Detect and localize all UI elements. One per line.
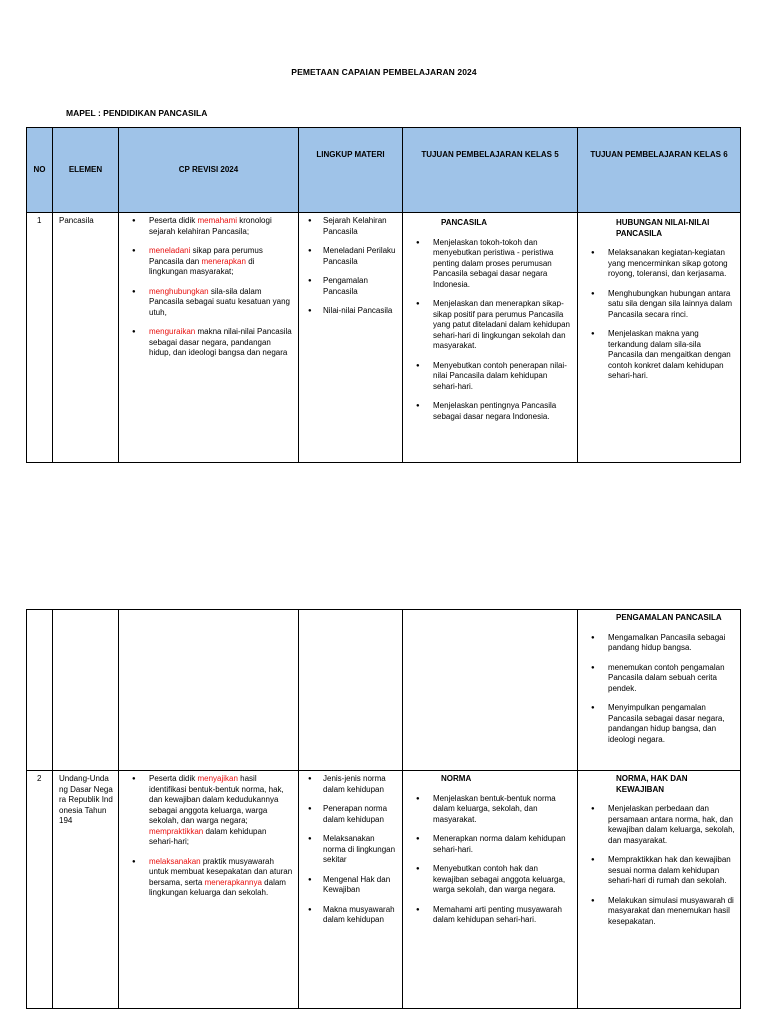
header-tp6: TUJUAN PEMBELAJARAN KELAS 6 bbox=[578, 128, 741, 213]
list-item: ● Menyimpulkan pengamalan Pancasila sebagai dasar negara, pandangan hidup bangsa, dan ideologi negara. bbox=[608, 703, 735, 745]
table-header-row bbox=[27, 128, 741, 213]
list-item: ● Nilai-nilai Pancasila bbox=[323, 306, 397, 317]
list-item: ● Mengenal Hak dan Kewajiban bbox=[323, 875, 397, 896]
list-item: ● Menjelaskan tokoh-tokoh dan menyebutkan peristiwa - peristiwa penting dalam proses perumusan Pancasila sebagai dasar negara Indonesia. bbox=[433, 238, 572, 291]
lingkup-cell bbox=[299, 213, 403, 463]
element-cell: Pancasila bbox=[53, 213, 119, 463]
table-row bbox=[27, 771, 741, 1009]
header-tp5: TUJUAN PEMBELAJARAN KELAS 5 bbox=[403, 128, 578, 213]
list-item: ● Menjelaskan perbedaan dan persamaan antara norma, hak, dan kewajiban dalam keluarga, sekolah, dan masyarakat. bbox=[608, 804, 735, 846]
tp5-cell bbox=[403, 213, 578, 463]
list-item: ● Menjelaskan pentingnya Pancasila sebagai dasar negara Indonesia. bbox=[433, 401, 572, 422]
list-item: ● Menjelaskan dan menerapkan sikap-sikap positif para perumus Pancasila yang patut diteladani dalam kehidupan sehari-hari di lingkungan sekolah dan masyarakat. bbox=[433, 299, 572, 352]
cp-cell bbox=[119, 213, 299, 463]
table-row bbox=[27, 610, 741, 771]
list-item: ● menemukan contoh pengamalan Pancasila dalam sebuah cerita pendek. bbox=[608, 663, 735, 695]
row-number: 1 bbox=[27, 213, 53, 463]
list-item: ● melaksanakan praktik musyawarah untuk membuat kesepakatan dan aturan bersama, serta menerapkannya dalam lingkungan keluarga dan sekolah. bbox=[149, 857, 293, 899]
subject-label: MAPEL : PENDIDIKAN PANCASILA bbox=[66, 108, 208, 118]
list-item: ● Sejarah Kelahiran Pancasila bbox=[323, 216, 397, 237]
section-heading: PENGAMALAN PANCASILA bbox=[616, 613, 722, 622]
section-heading: PANCASILA bbox=[441, 218, 488, 227]
header-lingkup: LINGKUP MATERI bbox=[299, 128, 403, 213]
list-item: ● Peserta didik memahami kronologi sejarah kelahiran Pancasila; bbox=[149, 216, 293, 237]
section-heading: NORMA, HAK DAN KEWAJIBAN bbox=[616, 774, 688, 794]
list-item: ● Pengamalan Pancasila bbox=[323, 276, 397, 297]
section-heading: NORMA bbox=[441, 774, 472, 783]
list-item: ● Peserta didik menyajikan hasil identifikasi bentuk-bentuk norma, hak, dan kewajiban dalam kedudukannya sebagai anggota keluarga, warga sekolah, dan warga negara; mempraktikkan dalam kehidupan sehari-hari; bbox=[149, 774, 293, 848]
element-cell: Undang-Undang Dasar Negara Republik Indonesia Tahun 194 bbox=[53, 771, 119, 1009]
list-item: ● Menerapkan norma dalam kehidupan sehari-hari. bbox=[433, 834, 572, 855]
list-item: ● Menyebutkan contoh penerapan nilai-nilai Pancasila dalam kehidupan sehari-hari. bbox=[433, 361, 572, 393]
header-cp: CP REVISI 2024 bbox=[119, 128, 299, 213]
list-item: ● Mempraktikkan hak dan kewajiban sesuai norma dalam kehidupan sehari-hari di rumah dan sekolah. bbox=[608, 855, 735, 887]
list-item: ● Jenis-jenis norma dalam kehidupan bbox=[323, 774, 397, 795]
cp-mapping-table-page-1 bbox=[26, 127, 741, 463]
list-item: ● meneladani sikap para perumus Pancasila dan menerapkan di lingkungan masyarakat; bbox=[149, 246, 293, 278]
section-heading: HUBUNGAN NILAI-NILAI PANCASILA bbox=[616, 218, 710, 238]
list-item: ● menguraikan makna nilai-nilai Pancasila sebagai dasar negara, pandangan hidup, dan ideologi bangsa dan negara bbox=[149, 327, 293, 359]
list-item: ● Mengamalkan Pancasila sebagai pandang hidup bangsa. bbox=[608, 633, 735, 654]
list-item: ● Menjelaskan makna yang terkandung dalam sila-sila Pancasila dan mengaitkan dengan contoh konkret dalam kehidupan sehari-hari. bbox=[608, 329, 735, 382]
list-item: ● Menghubungkan hubungan antara satu sila dengan sila lainnya dalam Pancasila secara rinci. bbox=[608, 289, 735, 321]
document-title: PEMETAAN CAPAIAN PEMBELAJARAN 2024 bbox=[291, 67, 477, 77]
header-no: NO bbox=[27, 128, 53, 213]
list-item: ● Melaksanakan kegiatan-kegiatan yang mencerminkan sikap gotong royong, toleransi, dan kerjasama. bbox=[608, 248, 735, 280]
list-item: ● Menyebutkan contoh hak dan kewajiban sebagai anggota keluarga, warga sekolah, dan warga negara. bbox=[433, 864, 572, 896]
list-item: ● Melaksanakan norma di lingkungan sekitar bbox=[323, 834, 397, 866]
list-item: ● Penerapan norma dalam kehidupan bbox=[323, 804, 397, 825]
list-item: ● Melakukan simulasi musyawarah di masyarakat dan menemukan hasil kesepakatan. bbox=[608, 896, 735, 928]
lingkup-cell bbox=[299, 771, 403, 1009]
list-item: ● menghubungkan sila-sila dalam Pancasila sebagai suatu kesatuan yang utuh, bbox=[149, 287, 293, 319]
list-item: ● Meneladani Perilaku Pancasila bbox=[323, 246, 397, 267]
table-row bbox=[27, 213, 741, 463]
list-item: ● Menjelaskan bentuk-bentuk norma dalam keluarga, sekolah, dan masyarakat. bbox=[433, 794, 572, 826]
row-number: 2 bbox=[27, 771, 53, 1009]
cp-mapping-table-page-2 bbox=[26, 609, 741, 1009]
list-item: ● Makna musyawarah dalam kehidupan bbox=[323, 905, 397, 926]
tp6-cell bbox=[578, 610, 741, 771]
tp6-cell bbox=[578, 213, 741, 463]
header-elemen: ELEMEN bbox=[53, 128, 119, 213]
tp6-cell bbox=[578, 771, 741, 1009]
list-item: ● Memahami arti penting musyawarah dalam kehidupan sehari-hari. bbox=[433, 905, 572, 926]
cp-cell bbox=[119, 771, 299, 1009]
tp5-cell bbox=[403, 771, 578, 1009]
